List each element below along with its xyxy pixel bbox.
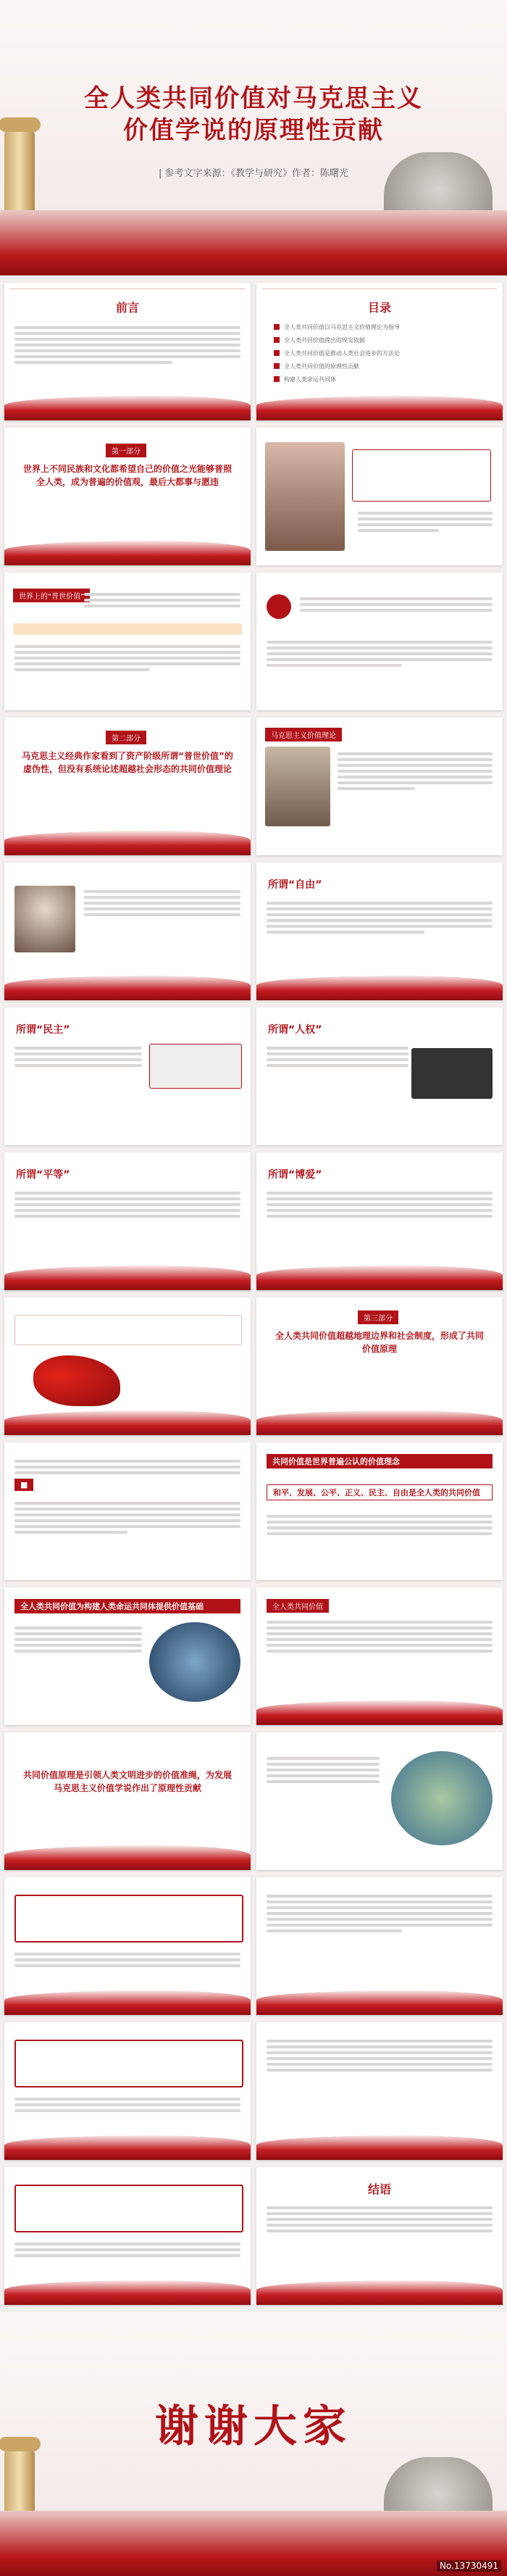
part2-badge: 第二部分 [106, 731, 146, 744]
photo-image [411, 1048, 493, 1099]
cover-title-line1: 全人类共同价值对马克思主义 [84, 84, 423, 113]
slide-conclusion [256, 2167, 503, 2305]
slide-quote-1 [4, 1877, 251, 2015]
thanks-title: 谢谢大家 [155, 2401, 352, 2452]
human-rights-title: 所谓“人权” [268, 1024, 322, 1036]
slide-marx-portrait [4, 863, 251, 1000]
flag-image [33, 1355, 120, 1406]
slide-equality [4, 1152, 251, 1290]
slide-quote-2 [4, 2022, 251, 2160]
part1-text: 世界上不同民族和文化都希望自己的价值之光能够普照全人类，成为普遍的价值观，最后大都事与愿违 [22, 464, 232, 487]
slide-democracy [4, 1007, 251, 1145]
statue-image [265, 442, 345, 551]
bullet-icon [267, 594, 291, 619]
slide-statue [256, 428, 503, 565]
quote-frame [14, 2185, 243, 2232]
slide-part3 [256, 1297, 503, 1435]
red-band [0, 210, 507, 275]
slide-sec-a [256, 1442, 503, 1580]
cover-title-line2: 价值学说的原理性贡献 [123, 116, 384, 145]
quote-frame [14, 1895, 243, 1943]
equality-title: 所谓“平等” [16, 1169, 70, 1181]
toc-item[interactable]: 构建人类命运共同体 [274, 375, 490, 383]
marx-portrait [14, 886, 75, 952]
end-hero [0, 2312, 507, 2576]
toc-title: 目录 [367, 301, 391, 315]
part3-badge: 第三部分 [358, 1310, 398, 1324]
slide-text-9a [4, 1442, 251, 1580]
part2-text: 马克思主义经典作家看到了资产阶级所谓“普世价值”的虚伪性，但没有系统论述超越社会形态的共同价值理论 [22, 751, 233, 774]
toc-item[interactable]: 全人类共同价值以马克思主义价值理论为指导 [274, 323, 490, 331]
slide-part2 [4, 718, 251, 855]
conclusion-title: 结语 [367, 2182, 391, 2196]
slide-marx-text [256, 573, 503, 710]
part4-text: 共同价值原理是引领人类文明进步的价值准绳，为发展马克思主义价值学说作出了原理性贡献 [22, 1770, 232, 1793]
part1-badge: 第一部分 [106, 444, 146, 457]
quote-frame [14, 2040, 243, 2087]
highlight-tag: 马克思主义价值理论 [265, 728, 342, 741]
slide-sec-c [4, 1587, 251, 1725]
freedom-title: 所谓“自由” [268, 879, 322, 891]
slide-fraternity [256, 1152, 503, 1290]
part3-text: 全人类共同价值超越地理边界和社会制度，形成了共同价值原理 [275, 1331, 484, 1354]
slide-flag [4, 1297, 251, 1435]
globe-people-image [391, 1751, 493, 1845]
democracy-title: 所谓“民主” [16, 1024, 70, 1036]
red-label: ■ [14, 1479, 33, 1491]
slide-sec-d [256, 1587, 503, 1725]
cover-hero [0, 0, 507, 275]
toc-item[interactable]: 全人类共同价值的原理性贡献 [274, 362, 490, 370]
toc-item[interactable]: 全人类共同价值提出的现实依据 [274, 336, 490, 344]
slide-quote-3 [4, 2167, 251, 2305]
red-band [0, 2511, 507, 2576]
text-box [14, 1315, 242, 1345]
fraternity-title: 所谓“博爱” [268, 1169, 322, 1181]
sec-a-title: 共同价值是世界普遍公认的价值理念 [267, 1454, 493, 1468]
slide-part1 [4, 428, 251, 565]
highlight-bar [13, 623, 242, 635]
slide-toc [256, 283, 503, 420]
toc-item[interactable]: 全人类共同价值是推动人类社会进步的方法论 [274, 349, 490, 357]
sec-b-title: 和平、发展、公平、正义、民主、自由是全人类的共同价值 [267, 1484, 493, 1500]
slide-box [4, 573, 251, 710]
sec-d-tag: 全人类共同价值 [267, 1599, 329, 1613]
slide-highlight [256, 718, 503, 855]
slide-text-13b [256, 2022, 503, 2160]
watermark: No.13730491 [437, 2560, 501, 2572]
slide-preface [4, 283, 251, 420]
preface-title: 前言 [115, 301, 139, 315]
slide-text-12b [256, 1877, 503, 2015]
slide-part4 [4, 1732, 251, 1870]
slide-freedom [256, 863, 503, 1000]
book-image [265, 747, 330, 826]
quote-card [149, 1044, 242, 1089]
globe-image [149, 1622, 240, 1702]
box-tag: 世界上的“普世价值” [13, 589, 90, 602]
sec-c-title: 全人类共同价值为构建人类命运共同体提供价值基础 [14, 1599, 240, 1613]
cover-source: | 参考文字来源：《教学与研究》作者：陈曙光 [158, 168, 348, 179]
slide-globe-people [256, 1732, 503, 1870]
slide-human-rights [256, 1007, 503, 1145]
quote-box [352, 449, 491, 502]
